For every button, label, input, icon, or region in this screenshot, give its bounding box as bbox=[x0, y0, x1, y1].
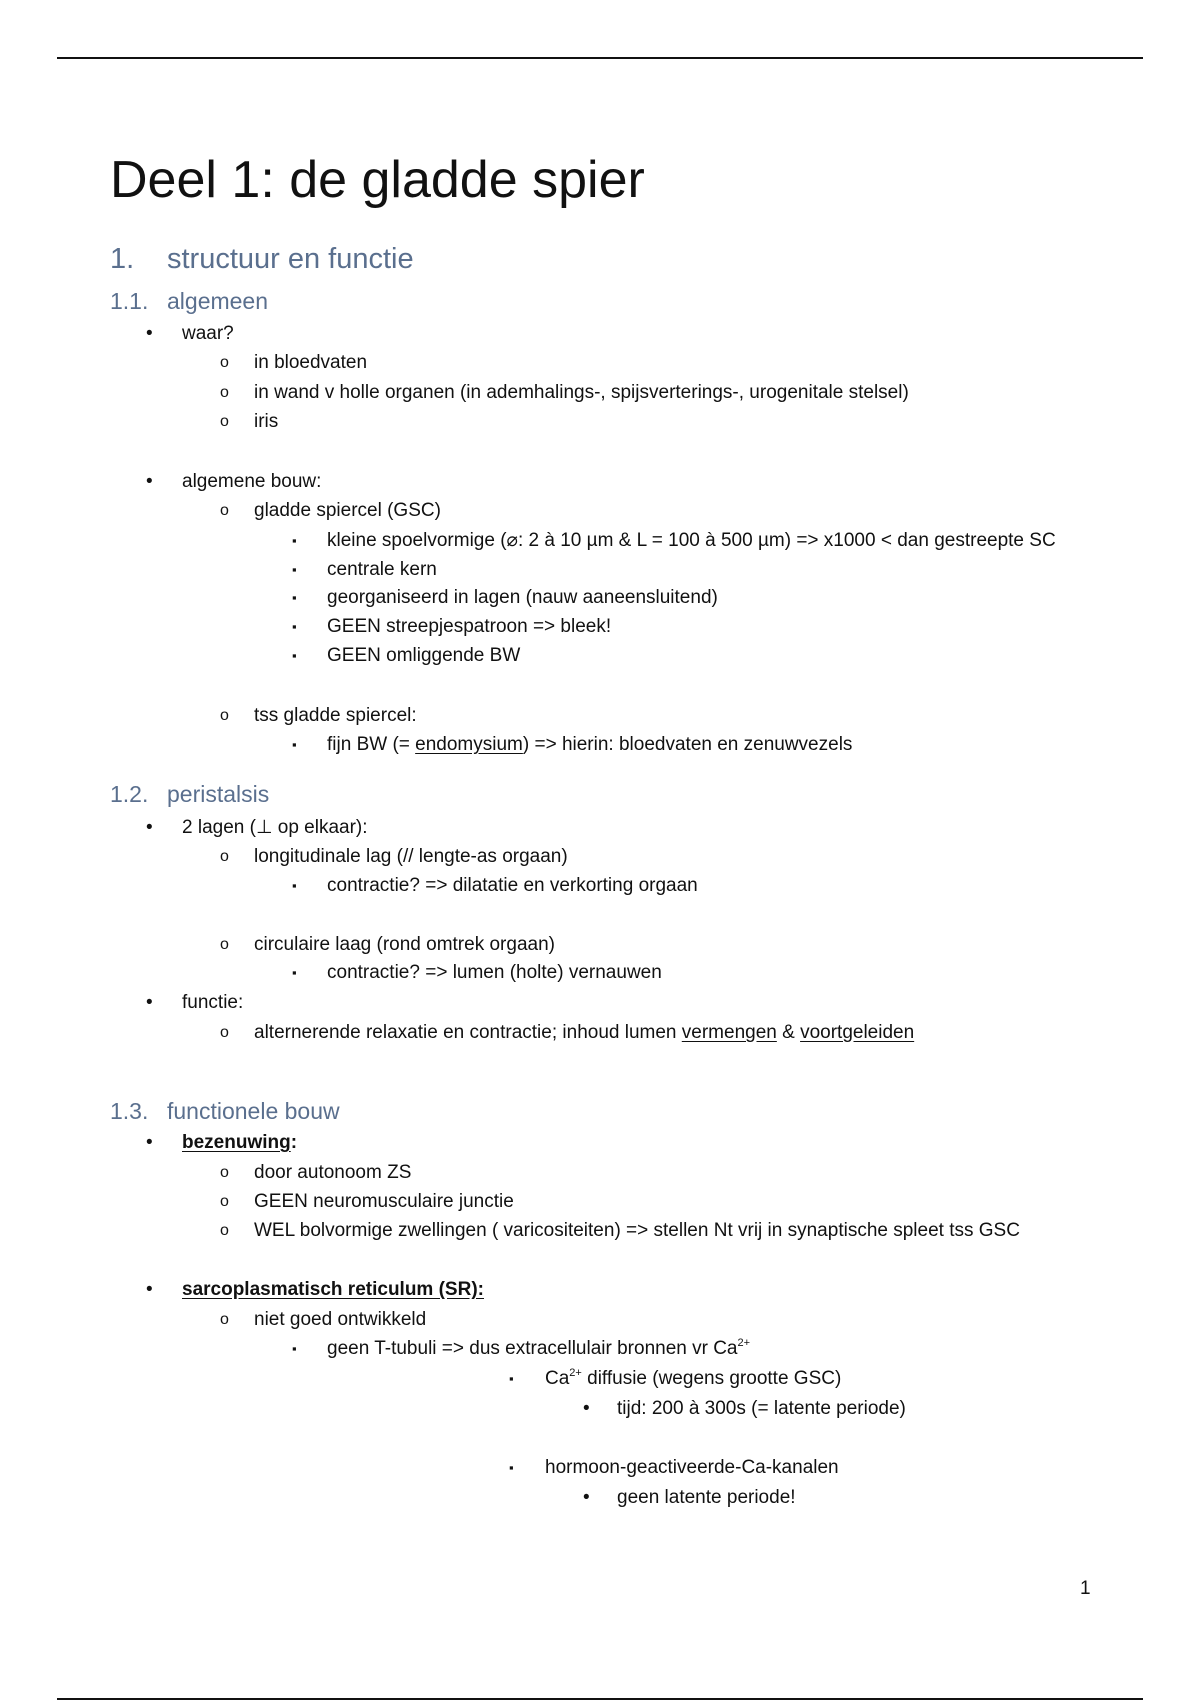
bullet-square-icon: ▪ bbox=[509, 1371, 514, 1386]
list-item: in wand v holle organen (in ademhalings-, spijsverterings-, urogenitale stelsel) bbox=[254, 382, 909, 403]
bullet-dot-icon: • bbox=[583, 1398, 590, 1419]
bullet-circle-icon: o bbox=[220, 502, 229, 519]
text-run: fijn BW (= bbox=[327, 734, 416, 755]
list-item: hormoon-geactiveerde-Ca-kanalen bbox=[545, 1457, 839, 1478]
list-item bbox=[254, 1021, 914, 1045]
text-run: alternerende relaxatie en contractie; inhoud lumen bbox=[254, 1022, 682, 1043]
heading-number: 1.1. bbox=[110, 288, 149, 314]
bullet-dot-icon: • bbox=[146, 1279, 153, 1300]
bullet-dot-icon: • bbox=[146, 471, 153, 492]
heading-text: functionele bouw bbox=[167, 1098, 340, 1124]
list-item: 2 lagen (⊥ op elkaar): bbox=[182, 817, 368, 838]
bullet-dot-icon: • bbox=[146, 992, 153, 1013]
list-item: GEEN neuromusculaire junctie bbox=[254, 1191, 514, 1212]
list-item bbox=[327, 733, 852, 757]
page-number: 1 bbox=[1080, 1578, 1091, 1599]
list-item: sarcoplasmatisch reticulum (SR): bbox=[182, 1279, 484, 1300]
heading-section-1-1 bbox=[110, 287, 268, 315]
list-item bbox=[545, 1367, 841, 1391]
bullet-square-icon: ▪ bbox=[292, 737, 297, 752]
bullet-square-icon: ▪ bbox=[292, 533, 297, 548]
bold-underlined-term: bezenuwing bbox=[182, 1132, 291, 1153]
text-run: ) => hierin: bloedvaten en zenuwvezels bbox=[522, 734, 853, 755]
bullet-circle-icon: o bbox=[220, 1193, 229, 1210]
text-run: & bbox=[776, 1022, 801, 1043]
bullet-square-icon: ▪ bbox=[509, 1460, 514, 1475]
heading-text: structuur en functie bbox=[167, 243, 414, 275]
bullet-dot-icon: • bbox=[583, 1487, 590, 1508]
list-item: niet goed ontwikkeld bbox=[254, 1309, 427, 1330]
list-item: geen latente periode! bbox=[617, 1487, 796, 1508]
heading-number: 1.3. bbox=[110, 1098, 149, 1124]
list-item: tss gladde spiercel: bbox=[254, 705, 417, 726]
bullet-square-icon: ▪ bbox=[292, 648, 297, 663]
bullet-square-icon: ▪ bbox=[292, 965, 297, 980]
list-item: waar? bbox=[182, 323, 234, 344]
heading-section-1-3 bbox=[110, 1097, 340, 1125]
bullet-dot-icon: • bbox=[146, 323, 153, 344]
top-rule bbox=[57, 57, 1143, 59]
bullet-circle-icon: o bbox=[220, 413, 229, 430]
text-run: : bbox=[290, 1132, 298, 1153]
bullet-dot-icon: • bbox=[146, 817, 153, 838]
bullet-square-icon: ▪ bbox=[292, 1341, 297, 1356]
heading-text: algemeen bbox=[167, 288, 269, 314]
text-run: diffusie (wegens grootte GSC) bbox=[581, 1368, 842, 1389]
list-item: georganiseerd in lagen (nauw aaneensluitend) bbox=[327, 587, 718, 608]
list-item: circulaire laag (rond omtrek orgaan) bbox=[254, 934, 555, 955]
list-item: functie: bbox=[182, 992, 244, 1013]
list-item: tijd: 200 à 300s (= latente periode) bbox=[617, 1398, 906, 1419]
bullet-circle-icon: o bbox=[220, 1024, 229, 1041]
list-item: in bloedvaten bbox=[254, 352, 368, 373]
bullet-circle-icon: o bbox=[220, 1311, 229, 1328]
underlined-term: endomysium bbox=[415, 734, 523, 755]
heading-text: peristalsis bbox=[167, 781, 270, 807]
list-item: GEEN streepjespatroon => bleek! bbox=[327, 616, 612, 637]
bullet-circle-icon: o bbox=[220, 1222, 229, 1239]
superscript: 2+ bbox=[569, 1367, 582, 1379]
bullet-square-icon: ▪ bbox=[292, 878, 297, 893]
list-item: GEEN omliggende BW bbox=[327, 645, 521, 666]
text-run: geen T-tubuli => dus extracellulair bronnen vr Ca bbox=[327, 1338, 738, 1359]
bullet-circle-icon: o bbox=[220, 1164, 229, 1181]
list-item bbox=[327, 1337, 750, 1361]
bullet-square-icon: ▪ bbox=[292, 590, 297, 605]
list-item: iris bbox=[254, 411, 279, 432]
list-item: algemene bouw: bbox=[182, 471, 322, 492]
list-item: gladde spiercel (GSC) bbox=[254, 500, 441, 521]
underlined-term: voortgeleiden bbox=[800, 1022, 915, 1043]
heading-number: 1.2. bbox=[110, 781, 149, 807]
list-item: contractie? => dilatatie en verkorting orgaan bbox=[327, 875, 698, 896]
heading-section-1 bbox=[110, 242, 414, 276]
list-item: centrale kern bbox=[327, 559, 437, 580]
superscript: 2+ bbox=[737, 1337, 751, 1349]
bullet-circle-icon: o bbox=[220, 707, 229, 724]
underlined-term: vermengen bbox=[681, 1022, 777, 1043]
list-item bbox=[182, 1131, 297, 1155]
list-item: door autonoom ZS bbox=[254, 1162, 412, 1183]
list-item: longitudinale lag (// lengte-as orgaan) bbox=[254, 846, 568, 867]
bullet-square-icon: ▪ bbox=[292, 562, 297, 577]
list-item: kleine spoelvormige (⌀: 2 à 10 µm & L = 100 à 500 µm) => x1000 < dan gestreepte SC bbox=[327, 530, 1056, 551]
bullet-square-icon: ▪ bbox=[292, 619, 297, 634]
bullet-circle-icon: o bbox=[220, 384, 229, 401]
list-item: contractie? => lumen (holte) vernauwen bbox=[327, 962, 662, 983]
bullet-circle-icon: o bbox=[220, 354, 229, 371]
page-title: Deel 1: de gladde spier bbox=[110, 151, 645, 209]
heading-number: 1. bbox=[110, 243, 135, 275]
heading-section-1-2 bbox=[110, 780, 269, 808]
bullet-circle-icon: o bbox=[220, 848, 229, 865]
bullet-circle-icon: o bbox=[220, 936, 229, 953]
list-item: WEL bolvormige zwellingen ( varicositeiten) => stellen Nt vrij in synaptische spleet tss GSC bbox=[254, 1220, 1020, 1241]
text-run: Ca bbox=[545, 1368, 570, 1389]
bullet-dot-icon: • bbox=[146, 1132, 153, 1153]
